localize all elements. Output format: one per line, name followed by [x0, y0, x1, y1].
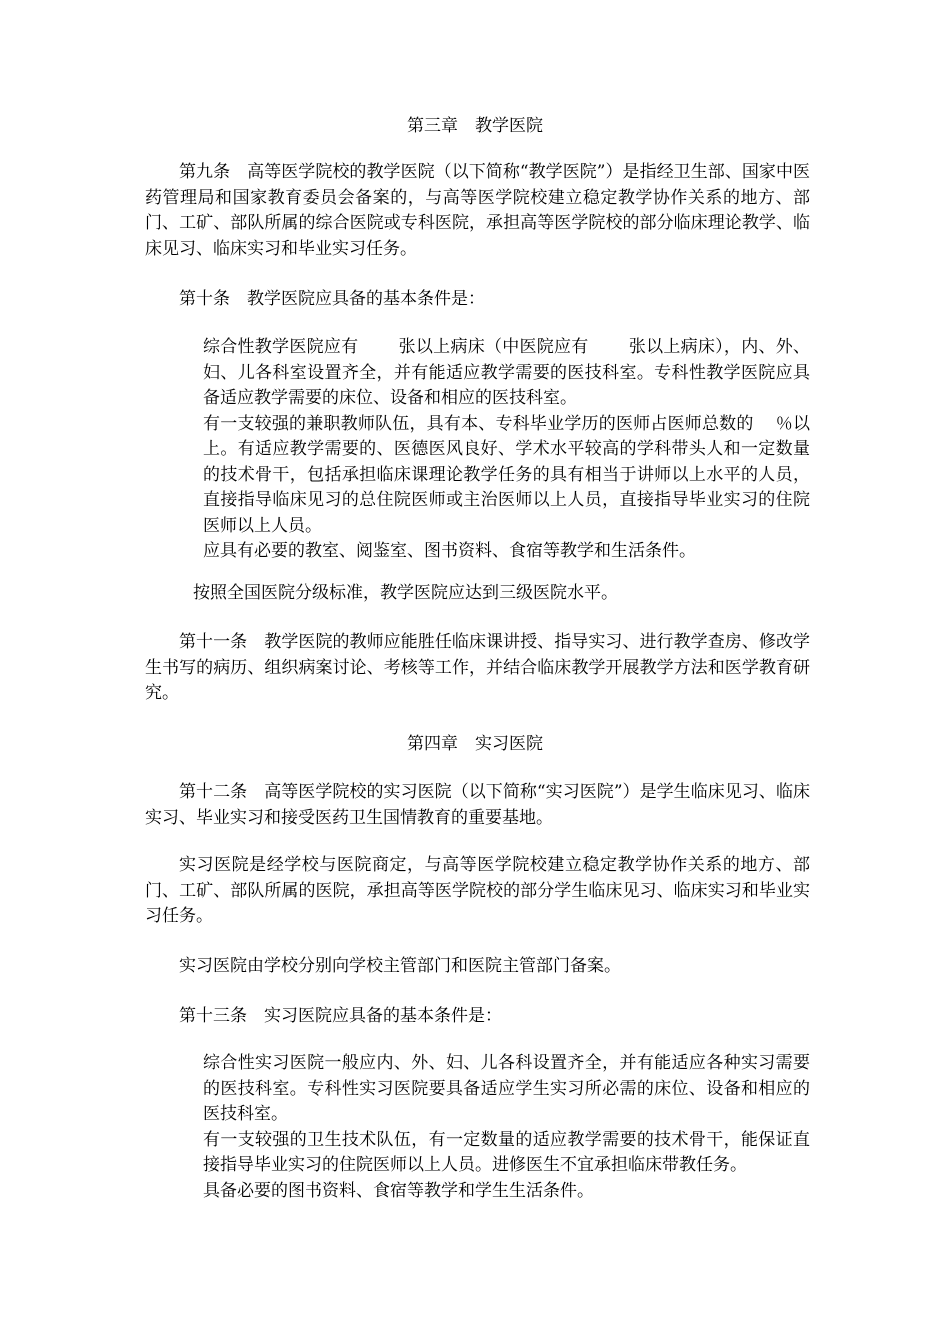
chapter-3-title: 第三章 教学医院: [407, 116, 543, 136]
article-10-condition-1: [203, 335, 810, 412]
article-9: 第九条 高等医学院校的教学医院（以下简称“教学医院”）是指经卫生部、国家中医药管理局和国家教育委员会备案的，与高等医学院校建立稳定教学协作关系的地方、部门、工矿、部队所属的综合医院或专科医院，承担高等医学院校的部分临床理论教学、临床见习、临床实习和毕业实习任务。: [145, 162, 810, 259]
article-12: 第十二条 高等医学院校的实习医院（以下简称“实习医院”）是学生临床见习、临床实习、毕业实习和接受医药卫生国情教育的重要基地。: [145, 782, 810, 828]
chapter-4-title: 第四章 实习医院: [407, 734, 543, 754]
condition-1-part-a: 综合性教学医院应有: [203, 337, 359, 357]
article-12-paragraph-3: 实习医院由学校分别向学校主管部门和医院主管部门备案。: [179, 956, 621, 976]
condition-1-part-c: 张以上病床），内、外、妇、儿各科室设置齐全，并有能适应教学需要的医技科室。专科性教学医院应具备适应教学需要的床位、设备和相应的医技科室。: [203, 337, 810, 408]
condition-2-part-a: 有一支较强的兼职教师队伍，具有本、专科毕业学历的医师占医师总数的: [203, 413, 754, 434]
article-13-condition-3: 具备必要的图书资料、食宿等教学和学生生活条件。: [203, 1180, 594, 1201]
article-11: 第十一条 教学医院的教师应能胜任临床课讲授、指导实习、进行教学查房、修改学生书写的病历、组织病案讨论、考核等工作，并结合临床教学开展教学方法和医学教育研究。: [145, 632, 810, 703]
article-13-condition-1: 综合性实习医院一般应内、外、妇、儿各科设置齐全，并有能适应各种实习需要的医技科室。专科性实习医院要具备适应学生实习所必需的床位、设备和相应的医技科室。: [203, 1053, 810, 1124]
article-13-condition-2: 有一支较强的卫生技术队伍，有一定数量的适应教学需要的技术骨干，能保证直接指导毕业实习的住院医师以上人员。进修医生不宜承担临床带教任务。: [203, 1129, 810, 1175]
condition-1-part-b: 张以上病床（中医院应有: [398, 337, 589, 357]
article-10-intro: 第十条 教学医院应具备的基本条件是：: [179, 289, 485, 309]
article-13-conditions-list: [203, 1051, 810, 1204]
article-12-paragraph-2: 实习医院是经学校与医院商定，与高等医学院校建立稳定教学协作关系的地方、部门、工矿、部队所属的医院，承担高等医学院校的部分学生临床见习、临床实习和毕业实习任务。: [145, 855, 810, 926]
article-10-condition-2: [203, 412, 810, 540]
article-10-condition-3: 应具有必要的教室、阅鉴室、图书资料、食宿等教学和生活条件。: [203, 541, 696, 561]
article-10-conditions-list: [203, 335, 810, 565]
article-10-note: 按照全国医院分级标准，教学医院应达到三级医院水平。: [193, 583, 618, 603]
article-13-intro: 第十三条 实习医院应具备的基本条件是：: [179, 1006, 502, 1026]
condition-2-part-b: ％以上。有适应教学需要的、医德医风良好、学术水平较高的学科带头人和一定数量的技术骨干，包括承担临床课理论教学任务的具有相当于讲师以上水平的人员，直接指导临床见习的总住院医师或主治医师以上人员，直接指导毕业实习的住院医师以上人员。: [203, 413, 811, 536]
